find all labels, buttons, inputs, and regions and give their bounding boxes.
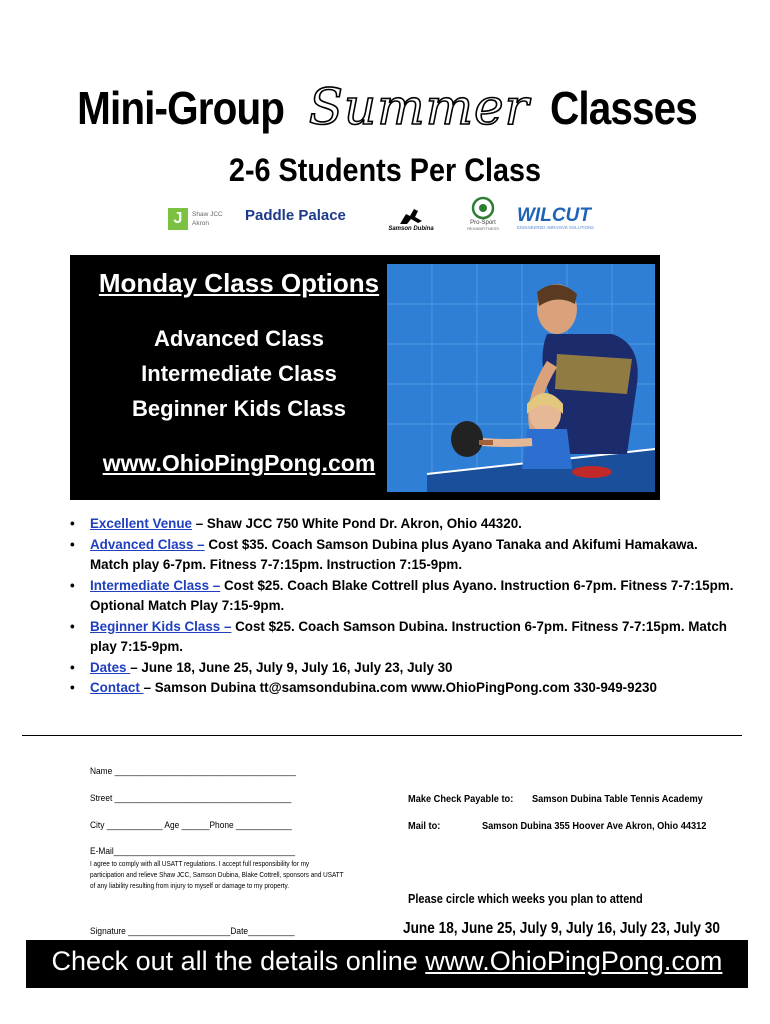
beginner-class-text: Cost $25. Coach Samson Dubina. Instruction 6-7pm. Fitness 7-7:15pm. Match play 7:15-9pm. <box>90 618 727 654</box>
intermediate-class-text: Cost $25. Coach Blake Cottrell plus Ayano. Instruction 6-7pm. Fitness 7-7:15pm. Optional Match Play 7:15-9pm. <box>90 577 734 613</box>
shaw-jcc-logo <box>168 208 223 230</box>
banner-text <box>26 946 748 977</box>
player-silhouette-icon <box>396 206 426 226</box>
circle-instruction: Please circle which weeks you plan to attend <box>408 892 643 906</box>
dates-text: – June 18, June 25, July 9, July 16, July 23, July 30 <box>130 659 453 675</box>
panel-line-advanced: Advanced Class <box>154 326 324 351</box>
title-part-3: Classes <box>550 82 697 134</box>
liability-agreement: I agree to comply with all USATT regulations. I accept full responsibility for my participation and relieve Shaw JCC, Samson Dubina, Blake Cottrell, sponsors and USATT of any liability resulting from injury to myself or damage to my property. <box>90 859 344 890</box>
panel-url-link[interactable]: www.OhioPingPong.com <box>102 450 376 476</box>
mail-value: Samson Dubina 355 Hoover Ave Akron, Ohio 44312 <box>482 820 707 832</box>
panel-line-beginner: Beginner Kids Class <box>132 396 346 421</box>
wilcut-sub: ENGINEERED ABRASIVE SOLUTIONS <box>517 225 594 230</box>
samson-dubina-text: Samson Dubina <box>388 226 434 232</box>
list-item: • Dates – June 18, June 25, July 9, July 16, July 23, July 30 <box>70 659 453 675</box>
intermediate-class-link[interactable]: Intermediate Class – <box>90 577 221 593</box>
contact-text: – Samson Dubina tt@samsondubina.com www.OhioPingPong.com 330-949-9230 <box>143 680 657 695</box>
paddle-palace-text: Paddle Palace <box>245 207 346 224</box>
banner-label: Check out all the details online <box>51 946 426 976</box>
advanced-class-link[interactable]: Advanced Class – <box>90 536 205 552</box>
subtitle: 2-6 Students Per Class <box>228 152 542 188</box>
list-item: • Contact – Samson Dubina tt@samsondubina.com www.OhioPingPong.com 330-949-9230 <box>70 680 657 695</box>
signature-date-field[interactable]: Signature ______________________Date__________ <box>90 926 295 937</box>
city-age-phone-field[interactable]: City ____________ Age ______Phone ____________ <box>90 820 292 831</box>
section-divider <box>22 735 742 736</box>
payable-label: Make Check Payable to: <box>408 793 514 805</box>
venue-link[interactable]: Excellent Venue <box>90 516 192 531</box>
list-item: • Intermediate Class – Cost $25. Coach Blake Cottrell plus Ayano. Instruction 6-7pm. Fitness 7-7:15pm. Optional Match Play 7:15-9pm. <box>70 577 734 613</box>
venue-text: – Shaw JCC 750 White Pond Dr. Akron, Ohio 44320. <box>191 516 522 531</box>
list-item: • Advanced Class – Cost $35. Coach Samson Dubina plus Ayano Tanaka and Akifumi Hamakawa. Match play 6-7pm. Fitness 7-7:15pm. Instruction 7:15-9pm. <box>70 536 698 572</box>
title-part-2: Summer <box>308 78 530 136</box>
mail-label: Mail to: <box>408 820 441 832</box>
panel-line-intermediate: Intermediate Class <box>141 361 337 386</box>
wilcut-logo <box>517 206 594 230</box>
pro-sport-logo <box>457 196 509 231</box>
title-part-1: Mini-Group <box>77 82 285 134</box>
payable-value: Samson Dubina Table Tennis Academy <box>532 793 703 805</box>
list-item: • Excellent Venue – Shaw JCC 750 White Pond Dr. Akron, Ohio 44320. <box>70 516 522 531</box>
j-icon: J <box>168 208 188 230</box>
panel-heading: Monday Class Options <box>98 268 380 298</box>
name-field[interactable]: Name _______________________________________ <box>90 766 296 777</box>
dates-link[interactable]: Dates <box>90 659 131 675</box>
details-list <box>70 514 740 699</box>
page-title <box>0 78 770 136</box>
paddle-palace-logo <box>245 207 346 224</box>
samson-dubina-logo <box>388 202 434 236</box>
shaw-jcc-line2: Akron <box>192 220 209 227</box>
pro-sport-sub: REHAB/FITNESS <box>467 226 499 231</box>
email-field[interactable]: E-Mail_______________________________________ <box>90 846 296 857</box>
advanced-class-text: Cost $35. Coach Samson Dubina plus Ayano Tanaka and Akifumi Hamakawa. Match play 6-7pm. Fitness 7-7:15pm. Instruction 7:15-9pm. <box>90 536 698 572</box>
list-item: • Beginner Kids Class – Cost $25. Coach Samson Dubina. Instruction 6-7pm. Fitness 7-7:15pm. Match play 7:15-9pm. <box>70 618 727 654</box>
beginner-class-link[interactable]: Beginner Kids Class – <box>90 618 232 634</box>
street-field[interactable]: Street ______________________________________ <box>90 793 292 804</box>
banner-url-link[interactable]: www.OhioPingPong.com <box>425 946 723 976</box>
coach-photo <box>387 264 655 492</box>
shaw-jcc-line1: Shaw JCC <box>192 211 223 218</box>
contact-link[interactable]: Contact <box>90 680 144 695</box>
pro-sport-text: Pro-Sport <box>470 220 496 226</box>
week-dates[interactable]: June 18, June 25, July 9, July 16, July 23, July 30 <box>403 920 720 937</box>
wilcut-text: WILCUT <box>517 205 591 226</box>
circle-emblem-icon <box>471 196 495 220</box>
